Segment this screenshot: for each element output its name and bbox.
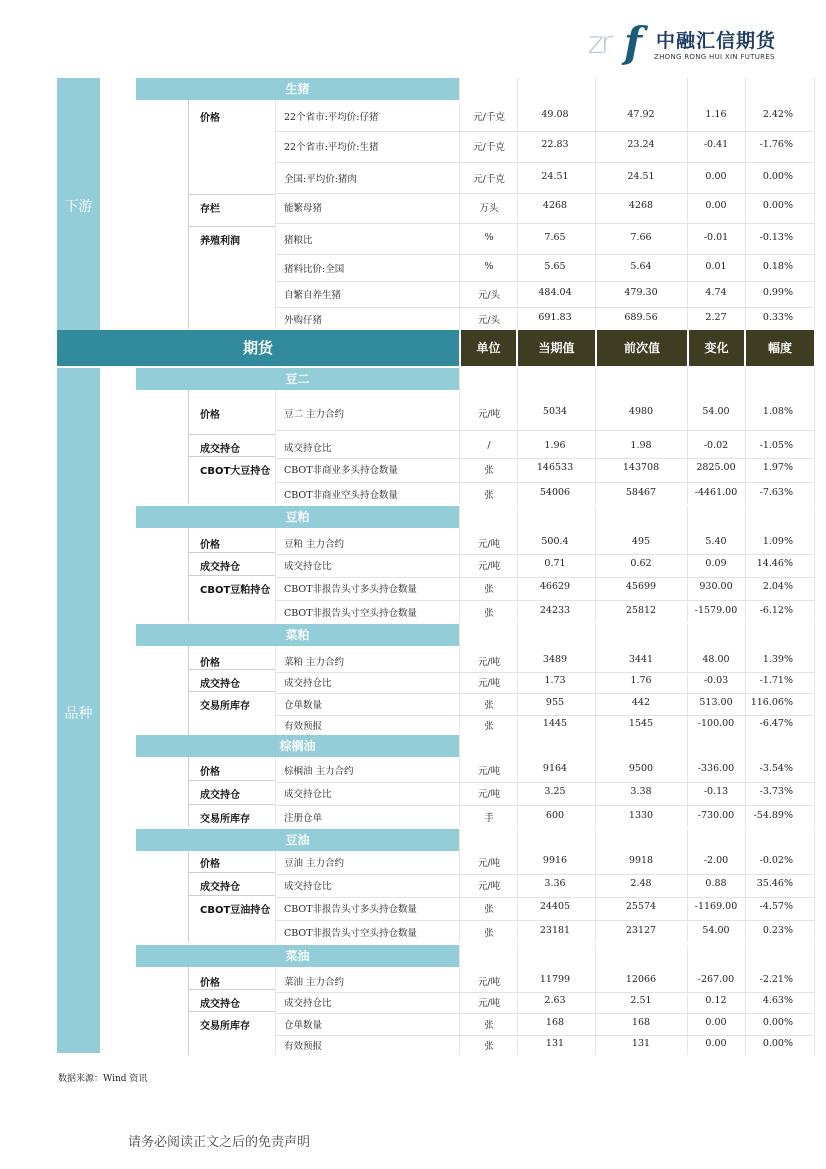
- row-unit: 元/千克: [473, 142, 505, 153]
- row-change: -0.02: [703, 440, 729, 451]
- row-indicator-name: 豆二 主力合约: [284, 409, 345, 420]
- row-unit: 张: [484, 584, 494, 595]
- row-change-pct: -7.63%: [759, 487, 793, 498]
- row-change: -0.01: [703, 232, 729, 243]
- row-indicator-name: 棕榈油 主力合约: [284, 766, 354, 777]
- row-current-value: 1445: [542, 718, 568, 729]
- row-change: 48.00: [702, 654, 730, 665]
- row-previous-value: 143708: [622, 462, 660, 473]
- row-previous-value: 7.66: [630, 232, 652, 243]
- row-unit: 张: [484, 928, 494, 939]
- row-change-pct: 1.09%: [762, 536, 793, 547]
- row-current-value: 3.36: [544, 878, 566, 889]
- row-current-value: 691.83: [538, 312, 572, 323]
- row-group-line: [188, 575, 275, 576]
- row-change: 2825.00: [696, 462, 736, 473]
- row-separator: [275, 897, 814, 898]
- row-change-pct: -0.02%: [759, 855, 793, 866]
- row-previous-value: 24.51: [627, 171, 655, 182]
- row-current-value: 5.65: [544, 261, 566, 272]
- row-indicator-name: 成交持仓比: [284, 998, 332, 1009]
- row-change-pct: 0.00%: [762, 200, 793, 211]
- row-separator: [275, 992, 814, 993]
- row-change: 0.00: [705, 1038, 727, 1049]
- row-current-value: 46629: [539, 581, 571, 592]
- row-unit: 元/吨: [477, 678, 501, 689]
- row-change-pct: -6.47%: [759, 718, 793, 729]
- row-previous-value: 12066: [625, 974, 657, 985]
- row-unit: 张: [484, 904, 494, 915]
- row-current-value: 11799: [539, 974, 571, 985]
- row-separator: [275, 874, 814, 875]
- row-previous-value: 1.98: [630, 440, 652, 451]
- row-separator: [275, 193, 814, 194]
- section-0-grid-line: [459, 368, 460, 504]
- row-group-label: 成交持仓: [200, 882, 240, 893]
- row-change-pct: -3.73%: [759, 786, 793, 797]
- section-live-hog-grid-line: [814, 78, 815, 329]
- row-group-line: [188, 552, 275, 553]
- row-current-value: 168: [545, 1017, 565, 1028]
- row-indicator-name: 成交持仓比: [284, 561, 332, 572]
- row-previous-value: 0.62: [630, 558, 652, 569]
- row-current-value: 131: [545, 1038, 565, 1049]
- row-change-pct: 1.08%: [762, 406, 793, 417]
- row-change: 54.00: [702, 925, 730, 936]
- row-group-label: 价格: [200, 658, 220, 669]
- section-0-grid-line: [745, 368, 746, 504]
- row-indicator-name: CBOT非商业空头持仓数量: [284, 490, 399, 501]
- row-change: -2.00: [703, 855, 729, 866]
- row-indicator-name: 豆粕 主力合约: [284, 539, 345, 550]
- row-current-value: 5034: [542, 406, 568, 417]
- row-unit: 元/吨: [477, 539, 501, 550]
- row-unit: 元/吨: [477, 409, 501, 420]
- row-group-line: [188, 1011, 275, 1012]
- section-5-grid-line: [814, 945, 815, 1055]
- row-change: 2.27: [705, 312, 727, 323]
- row-current-value: 500.4: [541, 536, 569, 547]
- row-indicator-name: 有效预报: [284, 1041, 323, 1052]
- row-change: -730.00: [697, 810, 735, 821]
- row-current-value: 7.65: [544, 232, 566, 243]
- row-change-pct: 0.23%: [762, 925, 793, 936]
- section-3-title: 棕榈油: [136, 735, 459, 757]
- row-previous-value: 131: [631, 1038, 651, 1049]
- row-unit: 元/吨: [477, 881, 501, 892]
- row-group-line: [188, 194, 275, 195]
- row-group-line: [188, 780, 275, 781]
- section-1-col-divider: [275, 528, 276, 622]
- row-change: -1579.00: [694, 605, 738, 616]
- row-separator: [275, 672, 814, 673]
- row-indicator-name: CBOT非报告头寸多头持仓数量: [284, 584, 418, 595]
- row-separator: [275, 600, 814, 601]
- row-previous-value: 1.76: [630, 675, 652, 686]
- row-indicator-name: 成交持仓比: [284, 678, 332, 689]
- section-4-title: 豆油: [136, 829, 459, 851]
- section-4-grid-line: [814, 829, 815, 942]
- row-change: 0.00: [705, 200, 727, 211]
- row-change-pct: 1.97%: [762, 462, 793, 473]
- side-label-downstream: [57, 78, 100, 330]
- row-group-label: 价格: [200, 767, 220, 778]
- row-group-label: CBOT大豆持仓: [200, 466, 271, 477]
- row-group-line: [188, 895, 275, 896]
- row-current-value: 600: [545, 810, 565, 821]
- row-change-pct: -54.89%: [753, 810, 793, 821]
- section-0-col-divider: [275, 390, 276, 504]
- row-indicator-name: CBOT非报告头寸空头持仓数量: [284, 608, 418, 619]
- row-previous-value: 1330: [628, 810, 654, 821]
- row-change: -100.00: [697, 718, 735, 729]
- row-group-label: 价格: [200, 410, 220, 421]
- futures-header-title: 期货: [57, 330, 459, 366]
- row-current-value: 955: [545, 697, 565, 708]
- row-separator: [275, 920, 814, 921]
- row-change: -336.00: [697, 763, 735, 774]
- section-2-grid-line: [814, 624, 815, 735]
- row-indicator-name: 22个省市:平均价:仔猪: [284, 112, 379, 123]
- row-group-label: 交易所库存: [200, 814, 250, 825]
- row-indicator-name: 成交持仓比: [284, 881, 332, 892]
- row-unit: 元/吨: [477, 657, 501, 668]
- row-change: 5.40: [705, 536, 727, 547]
- row-current-value: 24405: [539, 901, 571, 912]
- row-change: 513.00: [699, 697, 733, 708]
- row-indicator-name: 猪粮比: [284, 235, 313, 246]
- row-change: 0.12: [705, 995, 727, 1006]
- section-live-hog-col-divider: [275, 100, 276, 329]
- row-previous-value: 4980: [628, 406, 654, 417]
- row-unit: 张: [484, 1041, 494, 1052]
- row-change-pct: 2.42%: [762, 109, 793, 120]
- row-group-line: [188, 434, 275, 435]
- row-indicator-name: CBOT非商业多头持仓数量: [284, 465, 399, 476]
- row-current-value: 22.83: [541, 139, 569, 150]
- row-previous-value: 479.30: [624, 287, 658, 298]
- row-unit: 元/吨: [477, 789, 501, 800]
- row-separator: [275, 693, 814, 694]
- row-group-label: 交易所库存: [200, 1021, 250, 1032]
- row-group-label: 成交持仓: [200, 999, 240, 1010]
- section-live-hog-group-divider: [188, 100, 189, 329]
- section-0-grid-line: [814, 368, 815, 504]
- row-previous-value: 1545: [628, 718, 654, 729]
- logo-f-mark: f: [624, 18, 643, 67]
- row-unit: 元/吨: [477, 766, 501, 777]
- row-group-line: [188, 691, 275, 692]
- row-change: -1169.00: [694, 901, 738, 912]
- row-previous-value: 58467: [625, 487, 657, 498]
- row-change: -0.13: [703, 786, 729, 797]
- row-separator: [275, 782, 814, 783]
- row-unit: %: [484, 261, 494, 272]
- row-group-line: [188, 804, 275, 805]
- row-current-value: 2.63: [544, 995, 566, 1006]
- row-change-pct: -4.57%: [759, 901, 793, 912]
- row-separator: [275, 805, 814, 806]
- row-indicator-name: 仓单数量: [284, 1020, 323, 1031]
- row-current-value: 23181: [539, 925, 571, 936]
- section-2-title: 菜粕: [136, 624, 459, 646]
- row-unit: 万头: [479, 203, 499, 214]
- row-change: -0.03: [703, 675, 729, 686]
- row-change-pct: 0.00%: [762, 1038, 793, 1049]
- row-change: 54.00: [702, 406, 730, 417]
- side-label-variety: [57, 368, 100, 1053]
- row-unit: 元/千克: [473, 112, 505, 123]
- row-change: 0.09: [705, 558, 727, 569]
- section-1-title: 豆粕: [136, 506, 459, 528]
- row-change: -4461.00: [694, 487, 738, 498]
- row-previous-value: 9500: [628, 763, 654, 774]
- row-separator: [275, 281, 814, 282]
- logo-zr-mark: zr: [588, 26, 611, 61]
- row-change-pct: 0.18%: [762, 261, 793, 272]
- row-unit: 元/吨: [477, 998, 501, 1009]
- row-group-label: 成交持仓: [200, 679, 240, 690]
- row-separator: [275, 162, 814, 163]
- row-change-pct: -1.71%: [759, 675, 793, 686]
- row-current-value: 3.25: [544, 786, 566, 797]
- row-group-label: 交易所库存: [200, 701, 250, 712]
- row-group-line: [188, 989, 275, 990]
- row-previous-value: 5.64: [630, 261, 652, 272]
- row-change-pct: -6.12%: [759, 605, 793, 616]
- row-previous-value: 3.38: [630, 786, 652, 797]
- row-group-label: CBOT豆粕持仓: [200, 585, 271, 596]
- row-current-value: 4268: [542, 200, 568, 211]
- row-current-value: 49.08: [541, 109, 569, 120]
- row-indicator-name: CBOT非报告头寸空头持仓数量: [284, 928, 418, 939]
- row-unit: 张: [484, 721, 494, 732]
- row-group-label: 价格: [200, 859, 220, 870]
- row-separator: [275, 458, 814, 459]
- row-change: -267.00: [697, 974, 735, 985]
- row-group-label: 价格: [200, 540, 220, 551]
- row-unit: 张: [484, 490, 494, 501]
- row-group-line: [188, 456, 275, 457]
- row-change: 930.00: [699, 581, 733, 592]
- section-0-grid-line: [517, 368, 518, 504]
- row-indicator-name: 有效预报: [284, 721, 323, 732]
- header-change: 变化: [689, 330, 744, 366]
- row-group-label: 成交持仓: [200, 444, 240, 455]
- row-previous-value: 23.24: [627, 139, 655, 150]
- row-previous-value: 495: [631, 536, 651, 547]
- row-change: -0.41: [703, 139, 729, 150]
- row-current-value: 24.51: [541, 171, 569, 182]
- row-change-pct: 2.04%: [762, 581, 793, 592]
- row-previous-value: 45699: [625, 581, 657, 592]
- row-previous-value: 168: [631, 1017, 651, 1028]
- header-current: 当期值: [518, 330, 595, 366]
- row-separator: [275, 482, 814, 483]
- row-indicator-name: 自繁自养生猪: [284, 290, 342, 301]
- section-0-group-divider: [188, 390, 189, 504]
- logo-english-name: ZHONG RONG HUI XIN FUTURES: [654, 53, 775, 61]
- row-change-pct: 0.33%: [762, 312, 793, 323]
- row-change-pct: 0.99%: [762, 287, 793, 298]
- row-unit: 元/吨: [477, 858, 501, 869]
- row-change: 0.00: [705, 171, 727, 182]
- row-unit: 手: [484, 813, 494, 824]
- row-current-value: 9164: [542, 763, 568, 774]
- section-5-col-divider: [275, 967, 276, 1055]
- row-change: 4.74: [705, 287, 727, 298]
- side-label-variety-text: 品种: [64, 706, 93, 722]
- section-0-title: 豆二: [136, 368, 459, 390]
- row-separator: [275, 1035, 814, 1036]
- row-previous-value: 442: [631, 697, 651, 708]
- row-indicator-name: 注册仓单: [284, 813, 323, 824]
- row-current-value: 24233: [539, 605, 571, 616]
- row-previous-value: 2.48: [630, 878, 652, 889]
- row-change: 1.16: [705, 109, 727, 120]
- row-unit: 元/千克: [473, 174, 505, 185]
- row-previous-value: 25574: [625, 901, 657, 912]
- section-0-grid-line: [595, 368, 596, 504]
- row-unit: 张: [484, 700, 494, 711]
- row-unit: 元/吨: [477, 561, 501, 572]
- row-current-value: 484.04: [538, 287, 572, 298]
- row-group-line: [188, 872, 275, 873]
- row-current-value: 1.73: [544, 675, 566, 686]
- row-change-pct: -1.05%: [759, 440, 793, 451]
- row-change: 0.01: [705, 261, 727, 272]
- row-indicator-name: 全国:平均价:猪肉: [284, 174, 357, 185]
- row-change: 0.00: [705, 1017, 727, 1028]
- row-separator: [275, 131, 814, 132]
- header-pct: 幅度: [746, 330, 814, 366]
- row-change: 0.88: [705, 878, 727, 889]
- row-change-pct: 14.46%: [756, 558, 793, 569]
- row-current-value: 3489: [542, 654, 568, 665]
- row-separator: [275, 1013, 814, 1014]
- header-previous: 前次值: [597, 330, 687, 366]
- row-indicator-name: 菜油 主力合约: [284, 977, 345, 988]
- row-change-pct: -0.13%: [759, 232, 793, 243]
- section-0-grid-line: [687, 368, 688, 504]
- row-indicator-name: 成交持仓比: [284, 789, 332, 800]
- section-3-grid-line: [814, 735, 815, 827]
- row-unit: 元/吨: [477, 977, 501, 988]
- row-separator: [275, 254, 814, 255]
- row-current-value: 1.96: [544, 440, 566, 451]
- row-previous-value: 2.51: [630, 995, 652, 1006]
- row-unit: 张: [484, 608, 494, 619]
- row-change-pct: 0.00%: [762, 171, 793, 182]
- row-unit: 张: [484, 465, 494, 476]
- row-previous-value: 25812: [625, 605, 657, 616]
- company-logo: [588, 18, 778, 67]
- row-unit: 张: [484, 1020, 494, 1031]
- row-unit: /: [487, 440, 491, 451]
- row-group-label: CBOT豆油持仓: [200, 905, 271, 916]
- side-label-downstream-text: 下游: [64, 199, 93, 215]
- row-separator: [275, 715, 814, 716]
- row-previous-value: 9918: [628, 855, 654, 866]
- row-indicator-name: 成交持仓比: [284, 443, 332, 454]
- logo-chinese-name: 中融汇信期货: [656, 30, 777, 52]
- row-indicator-name: 菜粕 主力合约: [284, 657, 345, 668]
- data-source-note: 数据来源：Wind 资讯: [58, 1074, 148, 1084]
- row-separator: [275, 430, 814, 431]
- row-group-label: 价格: [200, 978, 220, 989]
- row-change-pct: 116.06%: [750, 697, 793, 708]
- section-3-col-divider: [275, 757, 276, 827]
- row-indicator-name: CBOT非报告头寸多头持仓数量: [284, 904, 418, 915]
- row-change-pct: 35.46%: [756, 878, 793, 889]
- row-previous-value: 4268: [628, 200, 654, 211]
- row-current-value: 9916: [542, 855, 568, 866]
- row-unit: %: [484, 232, 494, 243]
- section-live-hog-title: 生猪: [136, 78, 459, 100]
- row-change-pct: -1.76%: [759, 139, 793, 150]
- row-change-pct: -3.54%: [759, 763, 793, 774]
- row-current-value: 146533: [536, 462, 574, 473]
- row-indicator-name: 能繁母猪: [284, 203, 323, 214]
- row-current-value: 0.71: [544, 558, 566, 569]
- row-previous-value: 3441: [628, 654, 654, 665]
- row-group-label: 存栏: [200, 204, 220, 215]
- row-change-pct: -2.21%: [759, 974, 793, 985]
- row-group-line: [188, 669, 275, 670]
- section-2-col-divider: [275, 646, 276, 735]
- section-3-group-divider: [188, 757, 189, 827]
- row-change-pct: 4.63%: [762, 995, 793, 1006]
- header-unit: 单位: [461, 330, 516, 366]
- row-current-value: 54006: [539, 487, 571, 498]
- row-previous-value: 23127: [625, 925, 657, 936]
- row-previous-value: 47.92: [627, 109, 655, 120]
- section-1-grid-line: [814, 506, 815, 622]
- row-change-pct: 0.00%: [762, 1017, 793, 1028]
- row-separator: [275, 577, 814, 578]
- row-indicator-name: 仓单数量: [284, 700, 323, 711]
- row-unit: 元/头: [477, 315, 501, 326]
- row-group-label: 养殖利润: [200, 236, 240, 247]
- row-indicator-name: 豆油 主力合约: [284, 858, 345, 869]
- row-separator: [275, 223, 814, 224]
- row-separator: [275, 307, 814, 308]
- row-indicator-name: 猪料比价:全国: [284, 264, 345, 275]
- row-separator: [275, 554, 814, 555]
- row-unit: 元/头: [477, 290, 501, 301]
- row-previous-value: 689.56: [624, 312, 658, 323]
- row-change-pct: 1.39%: [762, 654, 793, 665]
- section-5-title: 菜油: [136, 945, 459, 967]
- disclaimer-footer: 请务必阅读正文之后的免责声明: [128, 1135, 311, 1150]
- row-group-label: 成交持仓: [200, 562, 240, 573]
- row-group-label: 价格: [200, 113, 220, 124]
- row-indicator-name: 外购仔猪: [284, 315, 323, 326]
- row-group-label: 成交持仓: [200, 790, 240, 801]
- row-group-line: [188, 226, 275, 227]
- section-4-group-divider: [188, 851, 189, 942]
- row-indicator-name: 22个省市:平均价:生猪: [284, 142, 379, 153]
